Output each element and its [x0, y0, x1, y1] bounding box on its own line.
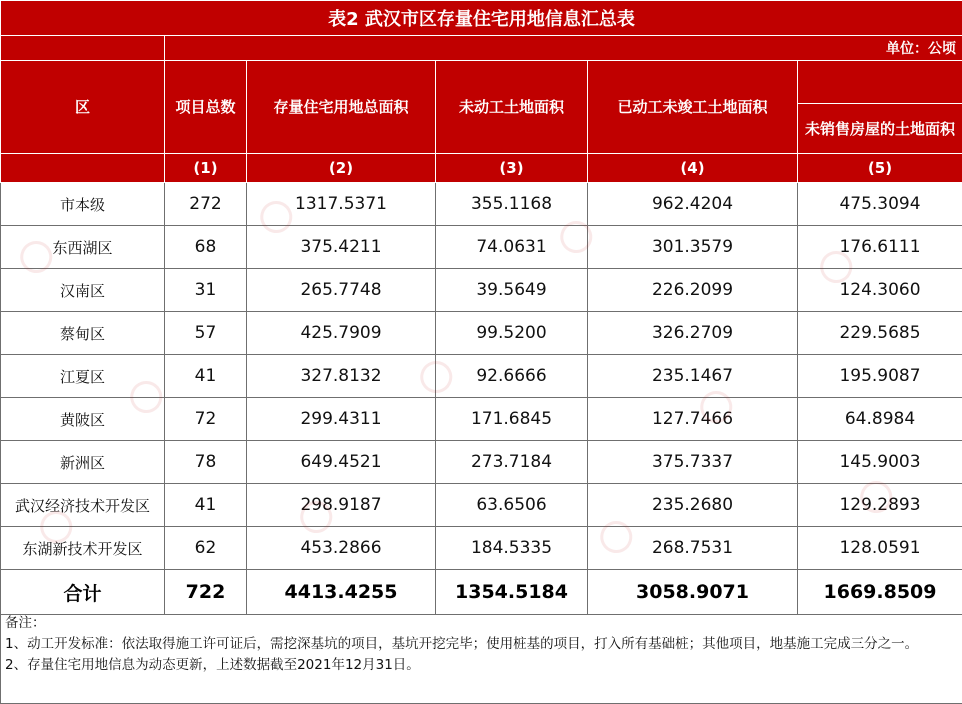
unsold-area-cell: 129.2893: [798, 484, 962, 527]
count-cell: 62: [165, 527, 247, 570]
unit-row-spacer: [1, 36, 165, 61]
started-area-cell: 301.3579: [588, 226, 798, 269]
total-row: [1, 570, 962, 615]
total-count-cell: 722: [165, 570, 247, 615]
unsold-area-cell: 64.8984: [798, 398, 962, 441]
header-started-unfinished-area: 已动工未竣工土地面积: [588, 61, 798, 154]
total-area-sum-cell: 4413.4255: [247, 570, 436, 615]
header-unstarted-area: 未动工土地面积: [436, 61, 588, 154]
table-row: [1, 398, 962, 441]
district-cell: 市本级: [1, 183, 165, 226]
district-cell: 东湖新技术开发区: [1, 527, 165, 570]
total-area-cell: 298.9187: [247, 484, 436, 527]
district-cell: 新洲区: [1, 441, 165, 484]
notes-heading: 备注：: [5, 613, 962, 634]
unstarted-area-cell: 92.6666: [436, 355, 588, 398]
code-4: (4): [588, 154, 798, 183]
header-total-area: 存量住宅用地总面积: [247, 61, 436, 154]
total-area-cell: 649.4521: [247, 441, 436, 484]
unsold-area-cell: 128.0591: [798, 527, 962, 570]
table-row: [1, 226, 962, 269]
table-row: [1, 355, 962, 398]
started-area-cell: 235.2680: [588, 484, 798, 527]
unstarted-area-cell: 99.5200: [436, 312, 588, 355]
code-1: (1): [165, 154, 247, 183]
table-row: [1, 527, 962, 570]
total-area-cell: 265.7748: [247, 269, 436, 312]
total-started-cell: 3058.9071: [588, 570, 798, 615]
total-label: 合计: [1, 570, 165, 615]
code-2: (2): [247, 154, 436, 183]
header-district: 区: [1, 61, 165, 154]
unstarted-area-cell: 63.6506: [436, 484, 588, 527]
unsold-area-cell: 124.3060: [798, 269, 962, 312]
started-area-cell: 226.2099: [588, 269, 798, 312]
district-cell: 蔡甸区: [1, 312, 165, 355]
count-cell: 57: [165, 312, 247, 355]
total-area-cell: 425.7909: [247, 312, 436, 355]
total-area-cell: 453.2866: [247, 527, 436, 570]
unsold-area-cell: 145.9003: [798, 441, 962, 484]
started-area-cell: 268.7531: [588, 527, 798, 570]
total-area-cell: 299.4311: [247, 398, 436, 441]
started-area-cell: 235.1467: [588, 355, 798, 398]
total-area-cell: 327.8132: [247, 355, 436, 398]
code-district-blank: [1, 154, 165, 183]
header-project-count: 项目总数: [165, 61, 247, 154]
count-cell: 41: [165, 355, 247, 398]
table-row: [1, 312, 962, 355]
unsold-area-cell: 176.6111: [798, 226, 962, 269]
table-row: [1, 269, 962, 312]
count-cell: 68: [165, 226, 247, 269]
started-area-cell: 326.2709: [588, 312, 798, 355]
notes-line-2: 2、存量住宅用地信息为动态更新，上述数据截至2021年12月31日。: [5, 655, 962, 676]
unstarted-area-cell: 74.0631: [436, 226, 588, 269]
table-row: [1, 183, 962, 226]
total-unstarted-cell: 1354.5184: [436, 570, 588, 615]
started-area-cell: 375.7337: [588, 441, 798, 484]
count-cell: 272: [165, 183, 247, 226]
count-cell: 78: [165, 441, 247, 484]
code-3: (3): [436, 154, 588, 183]
notes-box: [0, 611, 962, 704]
unstarted-area-cell: 355.1168: [436, 183, 588, 226]
total-area-cell: 1317.5371: [247, 183, 436, 226]
district-cell: 江夏区: [1, 355, 165, 398]
header-unsold-area: 未销售房屋的土地面积: [798, 104, 962, 154]
unstarted-area-cell: 171.6845: [436, 398, 588, 441]
total-unsold-cell: 1669.8509: [798, 570, 962, 615]
district-cell: 黄陂区: [1, 398, 165, 441]
unsold-area-cell: 195.9087: [798, 355, 962, 398]
unit-label: 单位：公顷: [165, 36, 962, 61]
unstarted-area-cell: 184.5335: [436, 527, 588, 570]
unstarted-area-cell: 273.7184: [436, 441, 588, 484]
count-cell: 41: [165, 484, 247, 527]
table-title: 表2 武汉市区存量住宅用地信息汇总表: [1, 1, 962, 36]
district-cell: 武汉经济技术开发区: [1, 484, 165, 527]
district-cell: 东西湖区: [1, 226, 165, 269]
started-area-cell: 962.4204: [588, 183, 798, 226]
started-area-cell: 127.7466: [588, 398, 798, 441]
header-unsold-spacer: [798, 61, 962, 104]
table-row: [1, 484, 962, 527]
unsold-area-cell: 229.5685: [798, 312, 962, 355]
code-5: (5): [798, 154, 962, 183]
unsold-area-cell: 475.3094: [798, 183, 962, 226]
district-cell: 汉南区: [1, 269, 165, 312]
count-cell: 72: [165, 398, 247, 441]
total-area-cell: 375.4211: [247, 226, 436, 269]
notes-line-1: 1、动工开发标准：依法取得施工许可证后，需挖深基坑的项目，基坑开挖完毕；使用桩基的项目，打入所有基础桩；其他项目，地基施工完成三分之一。: [5, 634, 962, 655]
unstarted-area-cell: 39.5649: [436, 269, 588, 312]
count-cell: 31: [165, 269, 247, 312]
table-row: [1, 441, 962, 484]
